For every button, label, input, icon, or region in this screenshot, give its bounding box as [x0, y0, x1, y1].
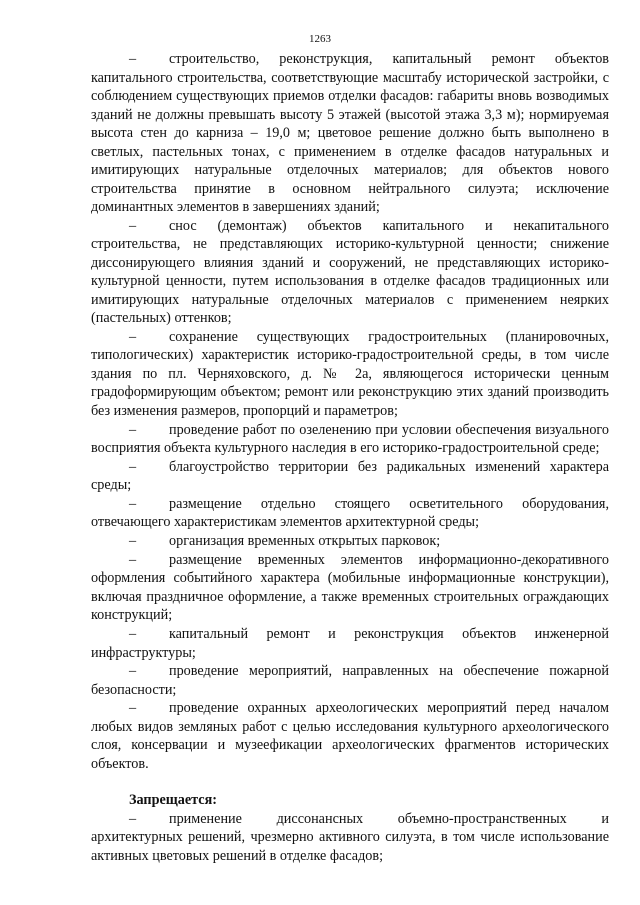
- list-dash: –: [129, 495, 137, 512]
- list-item-text: строительство, реконструкция, капитальный ремонт объектов капитального строительства, соответствующие масштабу исторической застройки, с соблюдением существующих приемов отделки фасадов: габариты вновь возводимых зданий не должны превышать высоту 5 этажей (высотой этажа 3,3 м); нормируемая высота стен до карниза – 19,0 м; цветовое решение должно быть выполнено в светлых, пастельных тонах, с применением в отделке фасадов натуральных и имитирующих натуральные отделочных материалов; для объектов нового строительства принятие в основном нейтрального силуэта; исключение доминантных элементов в завершениях зданий;: [91, 51, 609, 215]
- forbidden-heading: Запрещается:: [129, 792, 217, 809]
- list-item: [91, 50, 609, 217]
- document-body: [91, 50, 609, 865]
- list-item: [91, 551, 609, 625]
- allowed-list: [91, 50, 609, 773]
- list-item-text: размещение отдельно стоящего осветительного оборудования, отвечающего характеристикам элементов архитектурной среды;: [91, 495, 609, 531]
- list-item: [91, 625, 609, 662]
- list-dash: –: [129, 626, 137, 642]
- list-item-text: капитальный ремонт и реконструкция объектов инженерной инфраструктуры;: [91, 626, 609, 661]
- page-number: 1263: [309, 33, 331, 45]
- list-item-text: проведение охранных археологических мероприятий перед началом любых видов земляных работ с целью исследования культурного археологического слоя, консервации и музеефикации археологических фрагментов исторических объектов.: [91, 700, 609, 772]
- list-item: [91, 810, 609, 866]
- list-item-text: размещение временных элементов информационно-декоративного оформления событийного характера (мобильные информационные конструкции), включая праздничное оформление, а также временных строительных ограждающих конструкций;: [91, 551, 609, 624]
- list-dash: –: [129, 458, 137, 475]
- list-dash: –: [129, 51, 137, 67]
- list-dash: –: [129, 810, 137, 827]
- list-dash: –: [129, 551, 137, 568]
- list-item-text: сохранение существующих градостроительных (планировочных, типологических) характеристик историко-градостроительной среды, в том числе здания по пл. Черняховского, д. № 2а, являющегося исторически ценным градоформирующим объектом; ремонт или реконструкцию этих зданий производить без изменения размеров, пропорций и параметров;: [91, 328, 609, 419]
- list-dash: –: [129, 533, 137, 550]
- list-item-text: снос (демонтаж) объектов капитального и некапитального строительства, не представляющих историко-культурной ценности; снижение диссонирующего влияния зданий и сооружений, не представляющих историко-культурной ценности, путем использования в отделке фасадов традиционных или имитирующих натуральные отделочных материалов с применением неярких (пастельных) оттенков;: [91, 217, 609, 327]
- list-item-text: проведение мероприятий, направленных на обеспечение пожарной безопасности;: [91, 663, 609, 698]
- list-item-text: благоустройство территории без радикальных изменений характера среды;: [91, 458, 609, 494]
- list-item: [91, 495, 609, 532]
- list-dash: –: [129, 700, 137, 717]
- list-dash: –: [129, 421, 137, 438]
- list-item: [91, 421, 609, 458]
- list-dash: –: [129, 217, 137, 234]
- list-item: [91, 699, 609, 773]
- list-dash: –: [129, 663, 137, 680]
- list-item: [91, 662, 609, 699]
- forbidden-list: [91, 810, 609, 866]
- list-item-text: применение диссонансных объемно-пространственных и архитектурных решений, чрезмерно активного силуэта, в том числе использование активных цветовых решений в отделке фасадов;: [91, 810, 609, 864]
- list-item: [91, 217, 609, 328]
- list-item: [91, 532, 609, 551]
- list-item-text: организация временных открытых парковок;: [169, 533, 441, 550]
- list-dash: –: [129, 328, 137, 345]
- list-item: [91, 328, 609, 421]
- list-item-text: проведение работ по озеленению при условии обеспечения визуального восприятия объекта культурного наследия в его историко-градостроительной среде;: [91, 421, 609, 457]
- list-item: [91, 458, 609, 495]
